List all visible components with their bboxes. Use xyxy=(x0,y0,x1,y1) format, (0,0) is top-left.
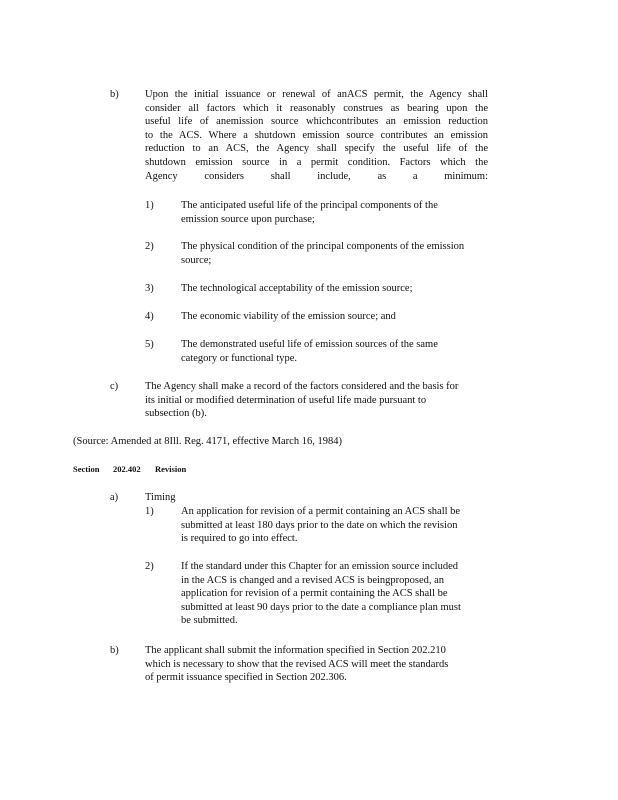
para-c-label: c) xyxy=(110,381,119,392)
list-item xyxy=(181,338,438,365)
para-b-line: reduction to an ACS, the Agency shall specify the useful life of the xyxy=(145,143,488,155)
list-item-line: If the standard under this Chapter for an emission source included xyxy=(181,561,459,572)
sec-b-line: of permit issuance specified in Section 202.306. xyxy=(145,672,347,684)
list-item-line: source; xyxy=(181,254,212,266)
list-item-line: emission source upon purchase; xyxy=(181,213,315,225)
para-b-line: Agency considers shall include, as a minimum: xyxy=(145,170,488,182)
sec-a-label: a) xyxy=(110,492,119,503)
item-number: 2) xyxy=(145,241,154,252)
para-c-text xyxy=(145,380,458,421)
para-b-line: shutdown emission source in a permit condition. Factors which the xyxy=(145,156,488,168)
list-item xyxy=(181,240,464,267)
list-item xyxy=(181,560,461,628)
list-item-line: be submitted. xyxy=(181,615,238,627)
source-note: (Source: Amended at 8Ill. Reg. 4171, effective March 16, 1984) xyxy=(73,436,342,447)
list-item-line: is required to go into effect. xyxy=(181,533,298,545)
para-b-line: Upon the initial issuance or renewal of anACS permit, the Agency shall xyxy=(145,89,488,100)
section-number: 202.402 xyxy=(113,464,141,474)
item-number: 2) xyxy=(145,561,154,572)
para-c-line: its initial or modified determination of useful life made pursuant to xyxy=(145,394,427,406)
para-b-line: useful life of anemission source whichcontributes an emission reduction xyxy=(145,116,488,128)
list-item-line: The technological acceptability of the emission source; xyxy=(181,283,413,294)
para-b-line: consider all factors which it reasonably construes as bearing upon the xyxy=(145,102,488,114)
sec-b-text xyxy=(145,644,448,685)
list-item xyxy=(181,199,438,226)
list-item-line: category or functional type. xyxy=(181,352,298,364)
list-item xyxy=(181,282,413,296)
para-c-line: subsection (b). xyxy=(145,408,207,420)
sec-b-line: The applicant shall submit the information specified in Section 202.210 xyxy=(145,645,446,656)
para-b-label: b) xyxy=(110,89,119,100)
list-item-line: submitted at least 90 days prior to the date a compliance plan must xyxy=(181,601,461,613)
list-item-line: An application for revision of a permit containing an ACS shall be xyxy=(181,506,461,517)
list-item-line: The economic viability of the emission source; and xyxy=(181,311,396,322)
item-number: 4) xyxy=(145,311,154,322)
sec-b-line: which is necessary to show that the revised ACS will meet the standards xyxy=(145,658,449,670)
para-b-line: to the ACS. Where a shutdown emission source contributes an emission xyxy=(145,129,488,141)
sec-a-heading: Timing xyxy=(145,492,176,503)
item-number: 1) xyxy=(145,200,154,211)
section-title: Revision xyxy=(155,464,187,474)
list-item-line: in the ACS is changed and a revised ACS is beingproposed, an xyxy=(181,574,445,586)
list-item-line: application for revision of a permit containing the ACS shall be xyxy=(181,588,448,600)
item-number: 3) xyxy=(145,283,154,294)
sec-b-label: b) xyxy=(110,645,119,656)
list-item xyxy=(181,310,396,324)
list-item-line: The anticipated useful life of the principal components of the xyxy=(181,200,438,211)
list-item xyxy=(181,505,460,546)
list-item-line: The physical condition of the principal components of the emission xyxy=(181,241,465,252)
para-b-text xyxy=(145,88,488,183)
para-c-line: The Agency shall make a record of the factors considered and the basis for xyxy=(145,381,459,392)
section-label: Section xyxy=(73,464,100,474)
item-number: 5) xyxy=(145,339,154,350)
item-number: 1) xyxy=(145,506,154,517)
list-item-line: submitted at least 180 days prior to the date on which the revision xyxy=(181,519,458,531)
list-item-line: The demonstrated useful life of emission sources of the same xyxy=(181,339,438,350)
